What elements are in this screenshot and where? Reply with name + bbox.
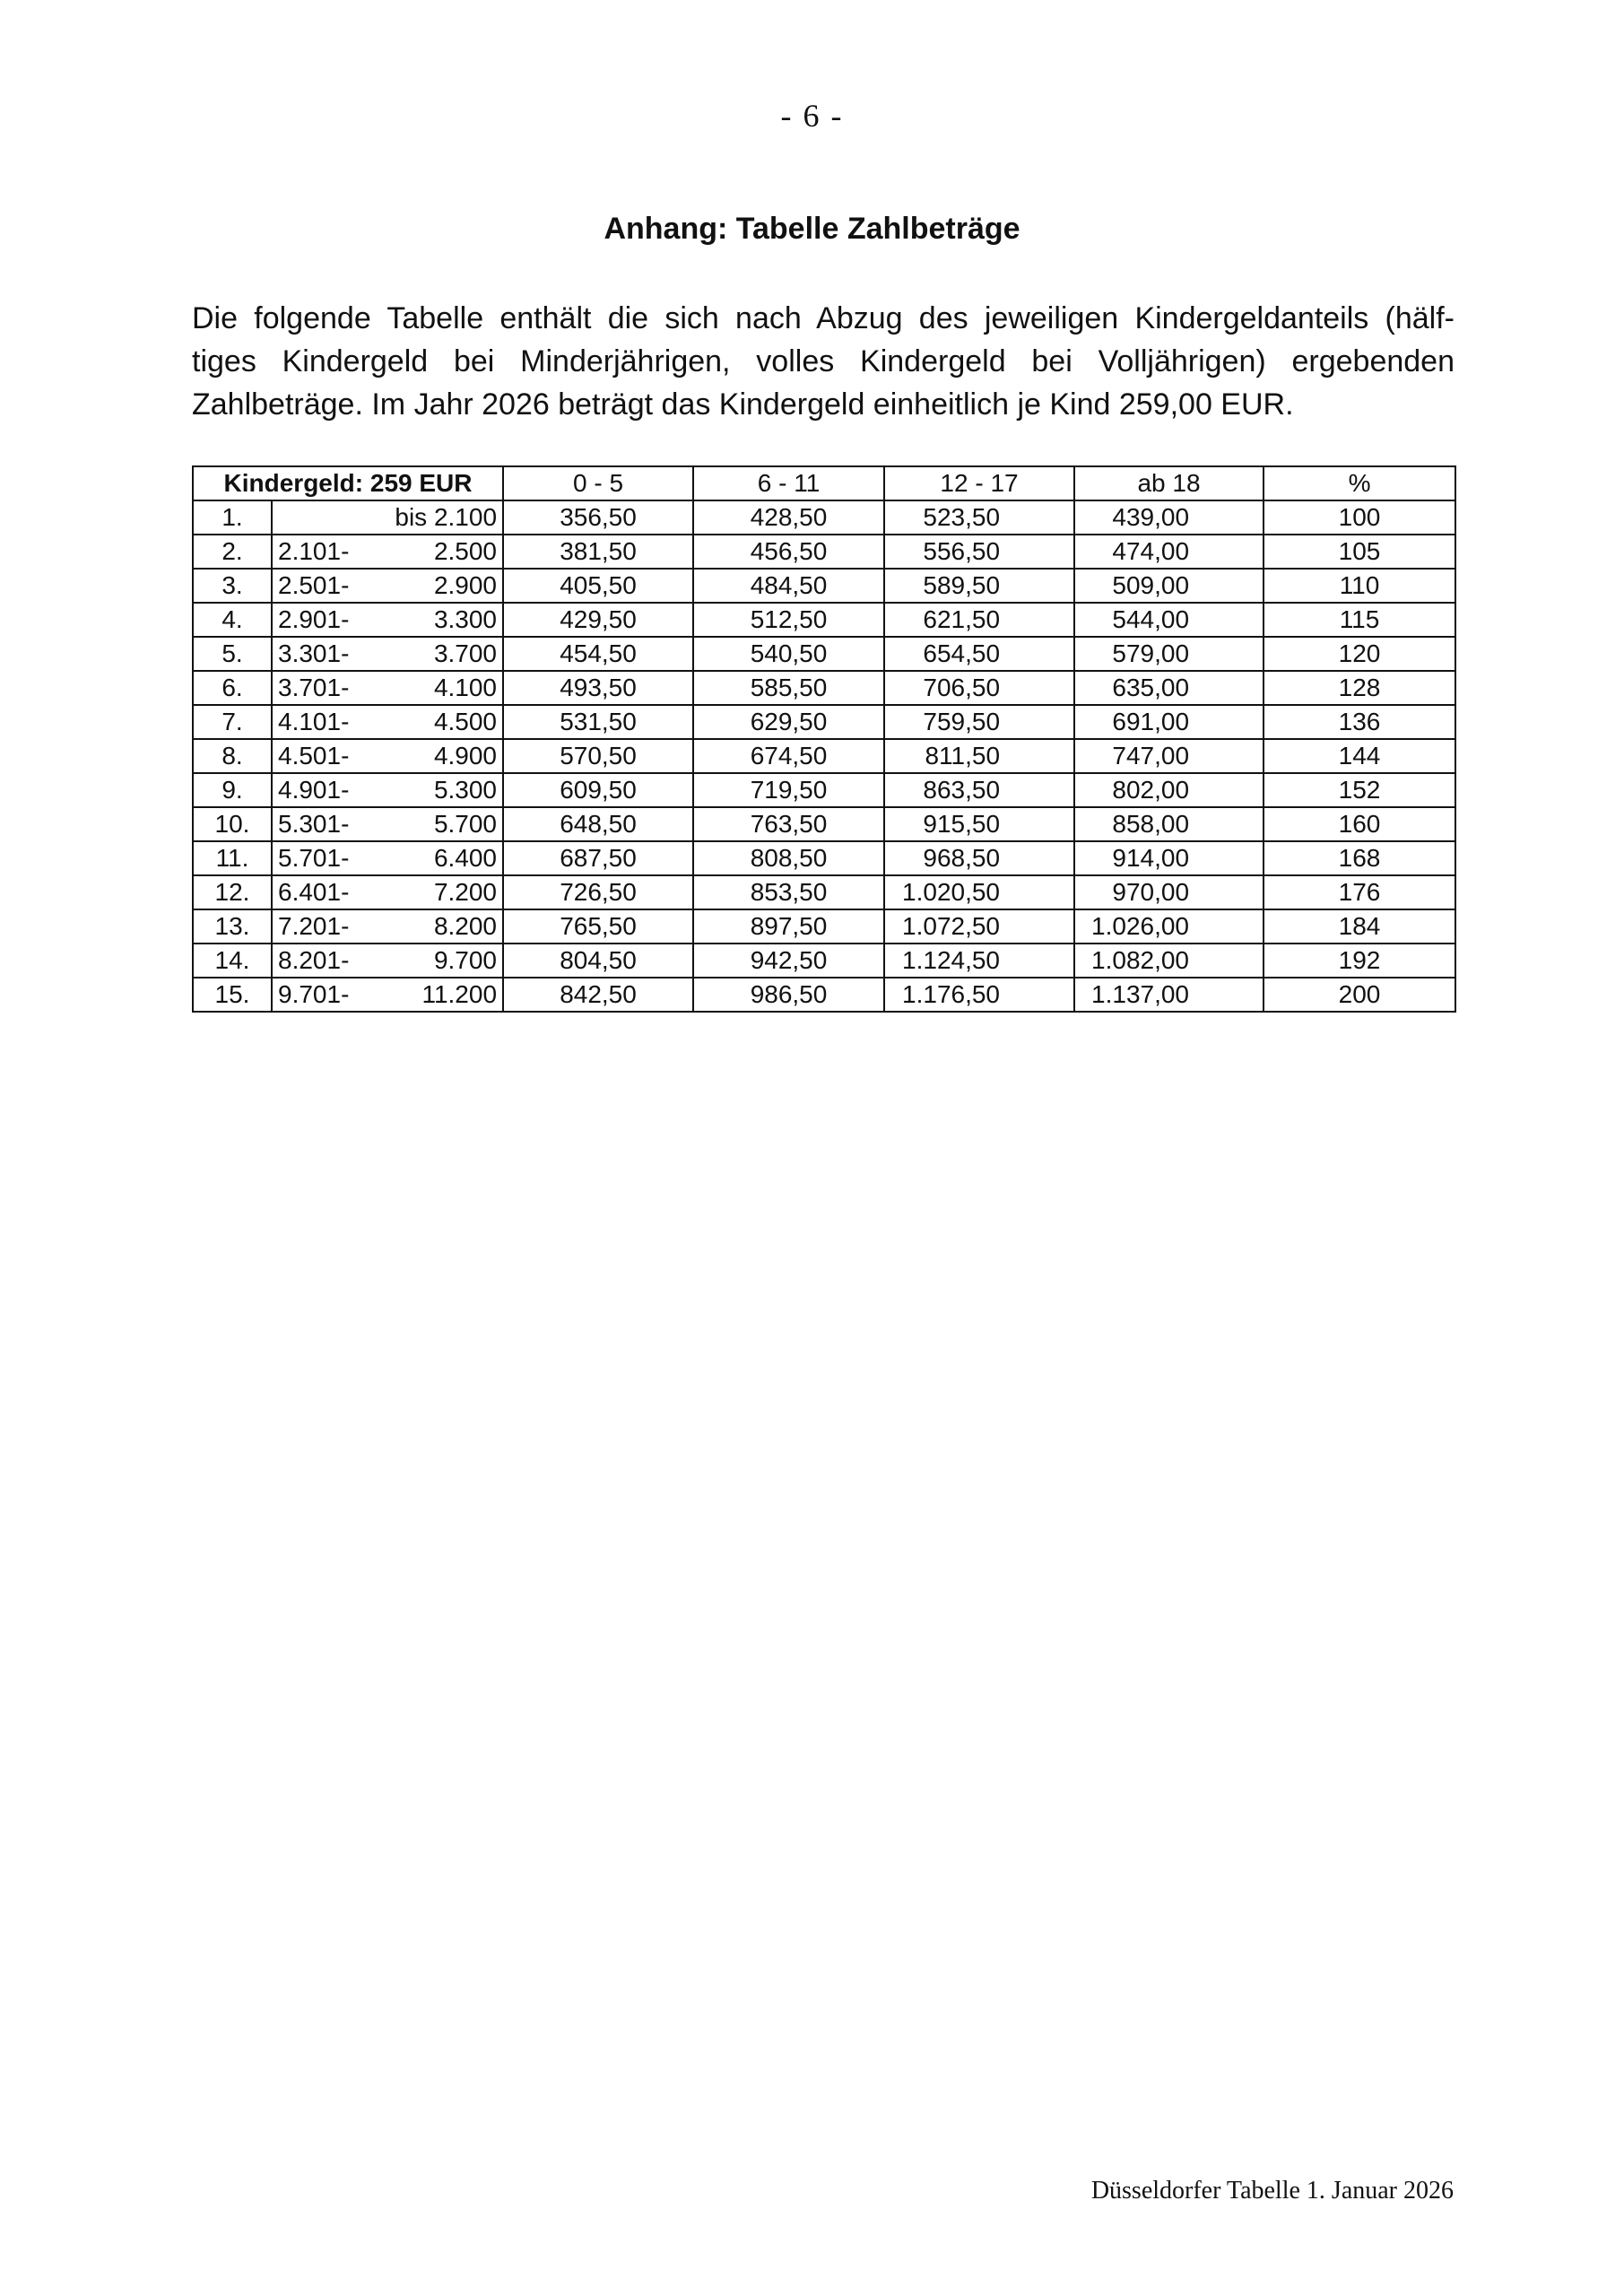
amount-6-11-cell: 484,50 — [693, 569, 884, 603]
table-row — [193, 637, 1455, 671]
amount-ab-18-cell: 544,00 — [1074, 603, 1264, 637]
amount-0-5-cell: 726,50 — [503, 875, 693, 909]
income-to: 8.200 — [433, 912, 498, 940]
income-range-cell — [272, 637, 503, 671]
income-to: 2.500 — [433, 537, 498, 565]
income-range-cell — [272, 944, 503, 978]
table-row — [193, 807, 1455, 841]
amount-ab-18-cell: 509,00 — [1074, 569, 1264, 603]
table-row — [193, 569, 1455, 603]
income-from: 2.501- — [278, 571, 350, 599]
percent-cell: 168 — [1264, 841, 1455, 875]
amount-0-5-cell: 570,50 — [503, 739, 693, 773]
intro-line: Die folgende Tabelle enthält die sich nach Abzug des jeweiligen Kindergeldanteils (hälf- — [192, 301, 1455, 335]
table-row — [193, 671, 1455, 705]
amount-12-17-cell: 1.176,50 — [884, 978, 1074, 1012]
amount-12-17-cell: 589,50 — [884, 569, 1074, 603]
amount-12-17-cell: 621,50 — [884, 603, 1074, 637]
table-header-row — [193, 466, 1455, 500]
income-from: 5.701- — [278, 844, 350, 872]
income-range-cell — [272, 773, 503, 807]
amount-0-5-cell: 429,50 — [503, 603, 693, 637]
income-to: 6.400 — [433, 844, 498, 872]
income-range-cell — [272, 535, 503, 569]
percent-cell: 160 — [1264, 807, 1455, 841]
amount-6-11-cell: 512,50 — [693, 603, 884, 637]
income-range-cell — [272, 807, 503, 841]
amount-0-5-cell: 454,50 — [503, 637, 693, 671]
column-header-12-17: 12 - 17 — [884, 466, 1074, 500]
group-number-cell: 15. — [193, 978, 272, 1012]
amount-ab-18-cell: 747,00 — [1074, 739, 1264, 773]
amount-12-17-cell: 863,50 — [884, 773, 1074, 807]
income-from: 6.401- — [278, 878, 350, 906]
amount-12-17-cell: 968,50 — [884, 841, 1074, 875]
table-row — [193, 978, 1455, 1012]
percent-cell: 192 — [1264, 944, 1455, 978]
page-number: - 6 - — [780, 98, 844, 134]
intro-line: tiges Kindergeld bei Minderjährigen, volles Kindergeld bei Volljährigen) ergebenden — [192, 344, 1455, 378]
amount-ab-18-cell: 970,00 — [1074, 875, 1264, 909]
amount-ab-18-cell: 1.137,00 — [1074, 978, 1264, 1012]
income-range-cell — [272, 739, 503, 773]
amount-ab-18-cell: 691,00 — [1074, 705, 1264, 739]
income-range-cell — [272, 671, 503, 705]
group-number-cell: 8. — [193, 739, 272, 773]
table-row — [193, 773, 1455, 807]
income-to: 7.200 — [433, 878, 498, 906]
income-range-cell — [272, 978, 503, 1012]
percent-cell: 100 — [1264, 500, 1455, 535]
amount-6-11-cell: 629,50 — [693, 705, 884, 739]
table-row — [193, 705, 1455, 739]
amount-0-5-cell: 765,50 — [503, 909, 693, 944]
percent-cell: 128 — [1264, 671, 1455, 705]
income-range-cell — [272, 909, 503, 944]
amount-ab-18-cell: 439,00 — [1074, 500, 1264, 535]
amount-0-5-cell: 405,50 — [503, 569, 693, 603]
amount-ab-18-cell: 858,00 — [1074, 807, 1264, 841]
column-header-ab-18: ab 18 — [1074, 466, 1264, 500]
income-from: 2.901- — [278, 605, 350, 633]
income-to: 9.700 — [433, 946, 498, 974]
amount-ab-18-cell: 1.026,00 — [1074, 909, 1264, 944]
amount-ab-18-cell: 474,00 — [1074, 535, 1264, 569]
amount-12-17-cell: 1.124,50 — [884, 944, 1074, 978]
group-number-cell: 10. — [193, 807, 272, 841]
amount-12-17-cell: 1.072,50 — [884, 909, 1074, 944]
group-number-cell: 9. — [193, 773, 272, 807]
amount-6-11-cell: 456,50 — [693, 535, 884, 569]
amount-12-17-cell: 706,50 — [884, 671, 1074, 705]
table-row — [193, 535, 1455, 569]
amount-12-17-cell: 759,50 — [884, 705, 1074, 739]
intro-paragraph — [192, 297, 1455, 426]
income-to: bis 2.100 — [395, 503, 498, 531]
amount-ab-18-cell: 635,00 — [1074, 671, 1264, 705]
amount-0-5-cell: 356,50 — [503, 500, 693, 535]
income-to: 5.700 — [433, 810, 498, 838]
group-number-cell: 6. — [193, 671, 272, 705]
income-from: 4.901- — [278, 776, 350, 804]
group-number-cell: 12. — [193, 875, 272, 909]
group-number-cell: 2. — [193, 535, 272, 569]
percent-cell: 200 — [1264, 978, 1455, 1012]
income-from: 9.701- — [278, 980, 350, 1008]
amount-0-5-cell: 687,50 — [503, 841, 693, 875]
column-header-6-11: 6 - 11 — [693, 466, 884, 500]
group-number-cell: 1. — [193, 500, 272, 535]
amount-0-5-cell: 381,50 — [503, 535, 693, 569]
income-to: 11.200 — [421, 980, 498, 1008]
amount-6-11-cell: 853,50 — [693, 875, 884, 909]
section-heading: Anhang: Tabelle Zahlbeträge — [604, 212, 1020, 246]
amount-ab-18-cell: 802,00 — [1074, 773, 1264, 807]
page-footer: Düsseldorfer Tabelle 1. Januar 2026 — [1090, 2177, 1454, 2205]
group-number-cell: 13. — [193, 909, 272, 944]
income-range-cell — [272, 875, 503, 909]
amount-12-17-cell: 1.020,50 — [884, 875, 1074, 909]
amount-6-11-cell: 428,50 — [693, 500, 884, 535]
amount-ab-18-cell: 1.082,00 — [1074, 944, 1264, 978]
table-row — [193, 944, 1455, 978]
percent-cell: 184 — [1264, 909, 1455, 944]
amount-0-5-cell: 648,50 — [503, 807, 693, 841]
amount-6-11-cell: 674,50 — [693, 739, 884, 773]
table-row — [193, 739, 1455, 773]
table-row — [193, 875, 1455, 909]
group-number-cell: 14. — [193, 944, 272, 978]
income-range-cell — [272, 603, 503, 637]
amount-12-17-cell: 556,50 — [884, 535, 1074, 569]
income-to: 4.100 — [433, 674, 498, 701]
amount-0-5-cell: 609,50 — [503, 773, 693, 807]
percent-cell: 152 — [1264, 773, 1455, 807]
income-to: 3.700 — [433, 639, 498, 667]
amount-6-11-cell: 585,50 — [693, 671, 884, 705]
column-header-percent: % — [1264, 466, 1455, 500]
amount-6-11-cell: 808,50 — [693, 841, 884, 875]
income-range-cell — [272, 569, 503, 603]
amount-0-5-cell: 531,50 — [503, 705, 693, 739]
group-number-cell: 4. — [193, 603, 272, 637]
percent-cell: 120 — [1264, 637, 1455, 671]
income-to: 4.900 — [433, 742, 498, 770]
table-row — [193, 909, 1455, 944]
income-to: 4.500 — [433, 708, 498, 735]
amount-6-11-cell: 942,50 — [693, 944, 884, 978]
group-number-cell: 3. — [193, 569, 272, 603]
group-number-cell: 7. — [193, 705, 272, 739]
income-range-cell — [272, 841, 503, 875]
kindergeld-header: Kindergeld: 259 EUR — [193, 466, 503, 500]
zahlbetraege-table — [192, 465, 1456, 1013]
percent-cell: 110 — [1264, 569, 1455, 603]
table-row — [193, 603, 1455, 637]
amount-6-11-cell: 719,50 — [693, 773, 884, 807]
amount-6-11-cell: 540,50 — [693, 637, 884, 671]
group-number-cell: 11. — [193, 841, 272, 875]
amount-6-11-cell: 763,50 — [693, 807, 884, 841]
column-header-0-5: 0 - 5 — [503, 466, 693, 500]
income-from: 4.101- — [278, 708, 350, 735]
income-from: 7.201- — [278, 912, 350, 940]
amount-12-17-cell: 523,50 — [884, 500, 1074, 535]
income-range-cell — [272, 500, 503, 535]
group-number-cell: 5. — [193, 637, 272, 671]
income-from: 8.201- — [278, 946, 350, 974]
amount-0-5-cell: 804,50 — [503, 944, 693, 978]
income-to: 5.300 — [433, 776, 498, 804]
amount-6-11-cell: 897,50 — [693, 909, 884, 944]
amount-12-17-cell: 811,50 — [884, 739, 1074, 773]
income-from: 4.501- — [278, 742, 350, 770]
intro-line: Zahlbeträge. Im Jahr 2026 beträgt das Kindergeld einheitlich je Kind 259,00 EUR. — [192, 387, 1294, 422]
amount-ab-18-cell: 914,00 — [1074, 841, 1264, 875]
income-to: 2.900 — [433, 571, 498, 599]
income-from: 3.701- — [278, 674, 350, 701]
table-row — [193, 841, 1455, 875]
income-from: 5.301- — [278, 810, 350, 838]
amount-ab-18-cell: 579,00 — [1074, 637, 1264, 671]
income-range-cell — [272, 705, 503, 739]
amount-12-17-cell: 654,50 — [884, 637, 1074, 671]
income-from: 3.301- — [278, 639, 350, 667]
income-to: 3.300 — [433, 605, 498, 633]
amount-0-5-cell: 493,50 — [503, 671, 693, 705]
percent-cell: 136 — [1264, 705, 1455, 739]
table-row — [193, 500, 1455, 535]
amount-12-17-cell: 915,50 — [884, 807, 1074, 841]
percent-cell: 144 — [1264, 739, 1455, 773]
percent-cell: 115 — [1264, 603, 1455, 637]
income-from: 2.101- — [278, 537, 350, 565]
percent-cell: 105 — [1264, 535, 1455, 569]
percent-cell: 176 — [1264, 875, 1455, 909]
amount-0-5-cell: 842,50 — [503, 978, 693, 1012]
amount-6-11-cell: 986,50 — [693, 978, 884, 1012]
